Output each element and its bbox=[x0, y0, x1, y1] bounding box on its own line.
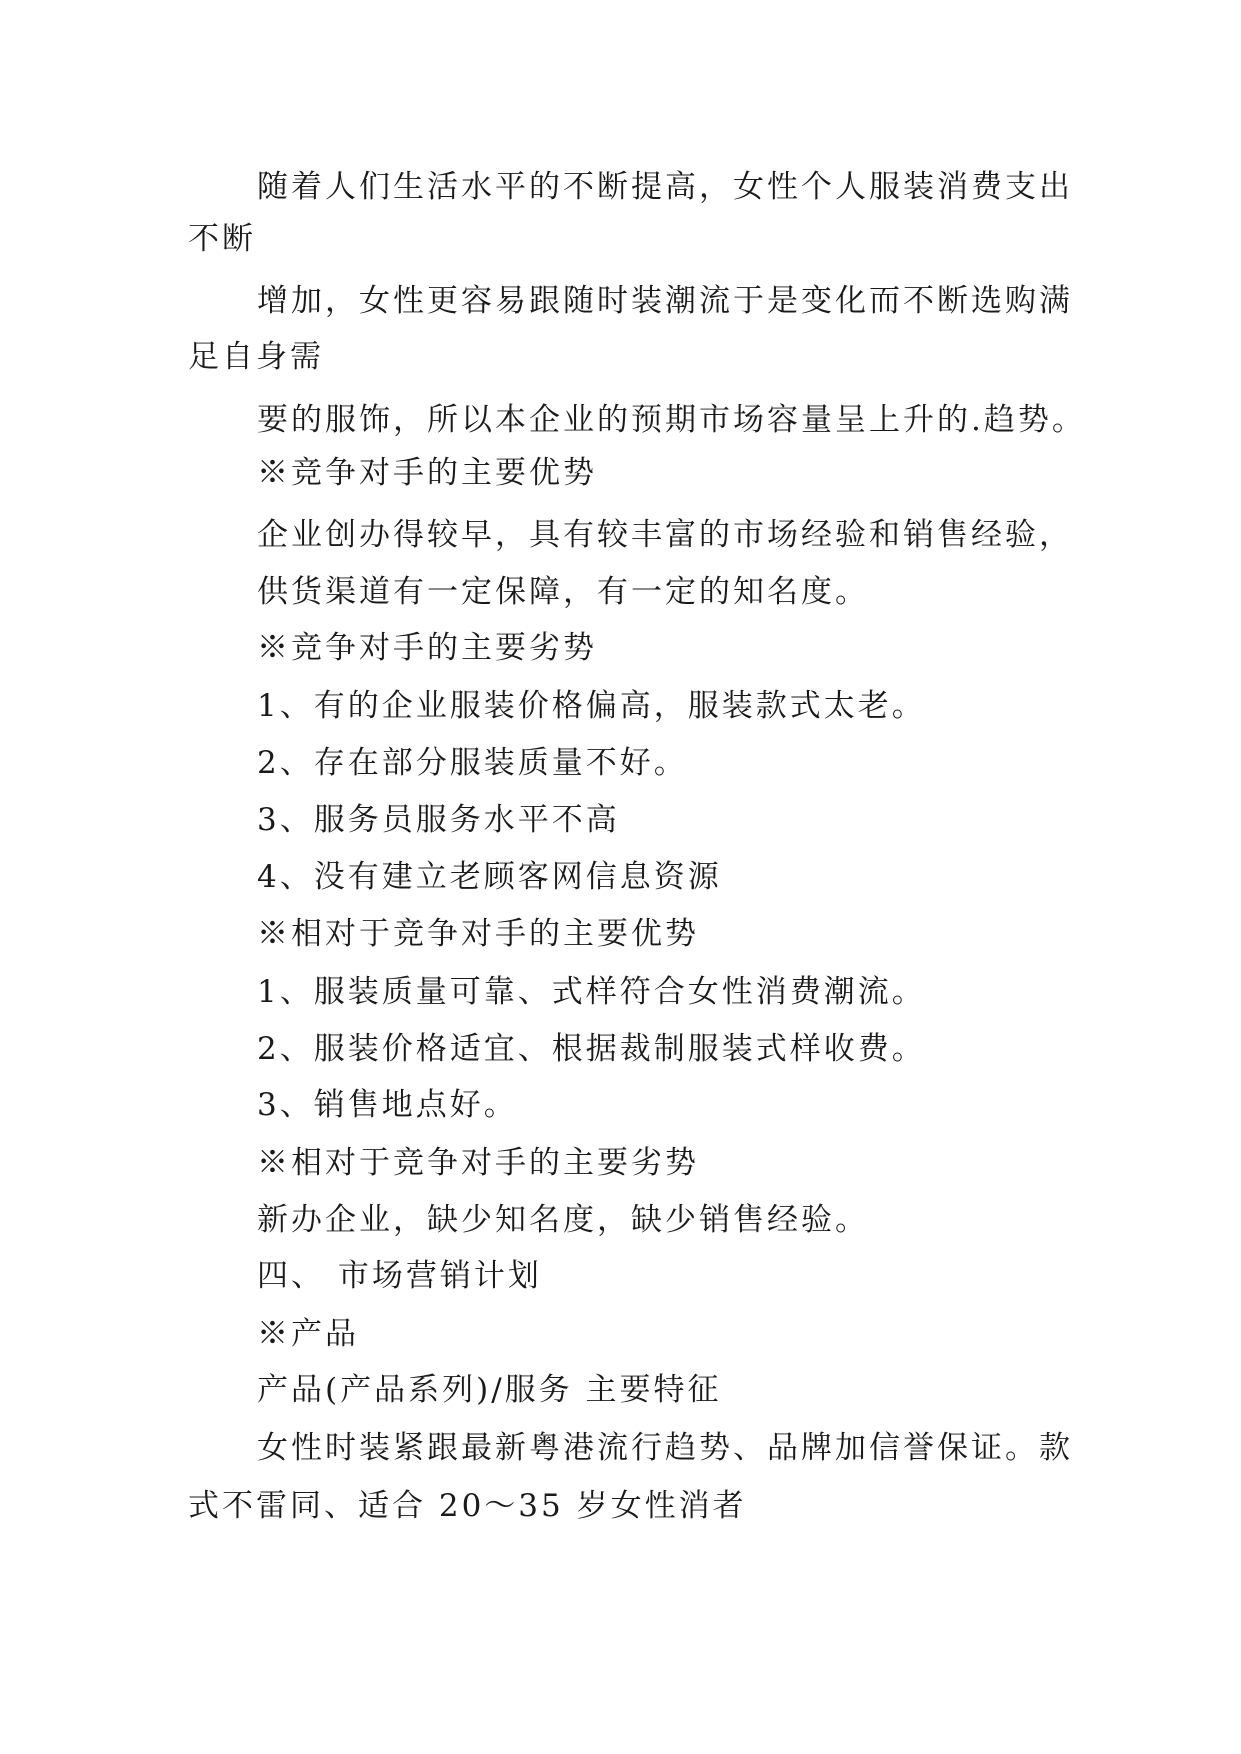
section-heading: ※产品 bbox=[257, 1316, 359, 1352]
paragraph-line: 式不雷同、适合 20～35 岁女性消者 bbox=[188, 1488, 747, 1524]
section-heading: ※相对于竞争对手的主要劣势 bbox=[257, 1145, 699, 1181]
section-heading: 四、 市场营销计划 bbox=[257, 1258, 542, 1294]
section-heading: ※相对于竞争对手的主要优势 bbox=[257, 916, 699, 952]
section-heading: ※竞争对手的主要优势 bbox=[257, 455, 597, 491]
paragraph-line: 企业创办得较早，具有较丰富的市场经验和销售经验， bbox=[257, 517, 1073, 553]
list-item: 1、服装质量可靠、式样符合女性消费潮流。 bbox=[257, 974, 926, 1010]
paragraph-line: 产品(产品系列)/服务 主要特征 bbox=[257, 1372, 722, 1408]
paragraph-line: 不断 bbox=[188, 221, 256, 257]
paragraph-line: 随着人们生活水平的不断提高，女性个人服装消费支出 bbox=[257, 169, 1073, 205]
list-item: 4、没有建立老顾客网信息资源 bbox=[257, 859, 722, 895]
paragraph-line: 女性时装紧跟最新粤港流行趋势、品牌加信誉保证。款 bbox=[257, 1430, 1073, 1466]
paragraph-line: 供货渠道有一定保障，有一定的知名度。 bbox=[257, 574, 869, 610]
list-item: 1、有的企业服装价格偏高，服装款式太老。 bbox=[257, 688, 926, 724]
paragraph-line: 足自身需 bbox=[188, 339, 324, 375]
list-item: 2、存在部分服装质量不好。 bbox=[257, 745, 688, 781]
paragraph-line: 要的服饰，所以本企业的预期市场容量呈上升的.趋势。 bbox=[257, 402, 1086, 438]
list-item: 3、服务员服务水平不高 bbox=[257, 802, 620, 838]
list-item: 2、服装价格适宜、根据裁制服装式样收费。 bbox=[257, 1031, 926, 1067]
section-heading: ※竞争对手的主要劣势 bbox=[257, 630, 597, 666]
list-item: 3、销售地点好。 bbox=[257, 1087, 518, 1123]
paragraph-line: 增加，女性更容易跟随时装潮流于是变化而不断选购满 bbox=[257, 283, 1073, 319]
paragraph-line: 新办企业，缺少知名度，缺少销售经验。 bbox=[257, 1202, 869, 1238]
